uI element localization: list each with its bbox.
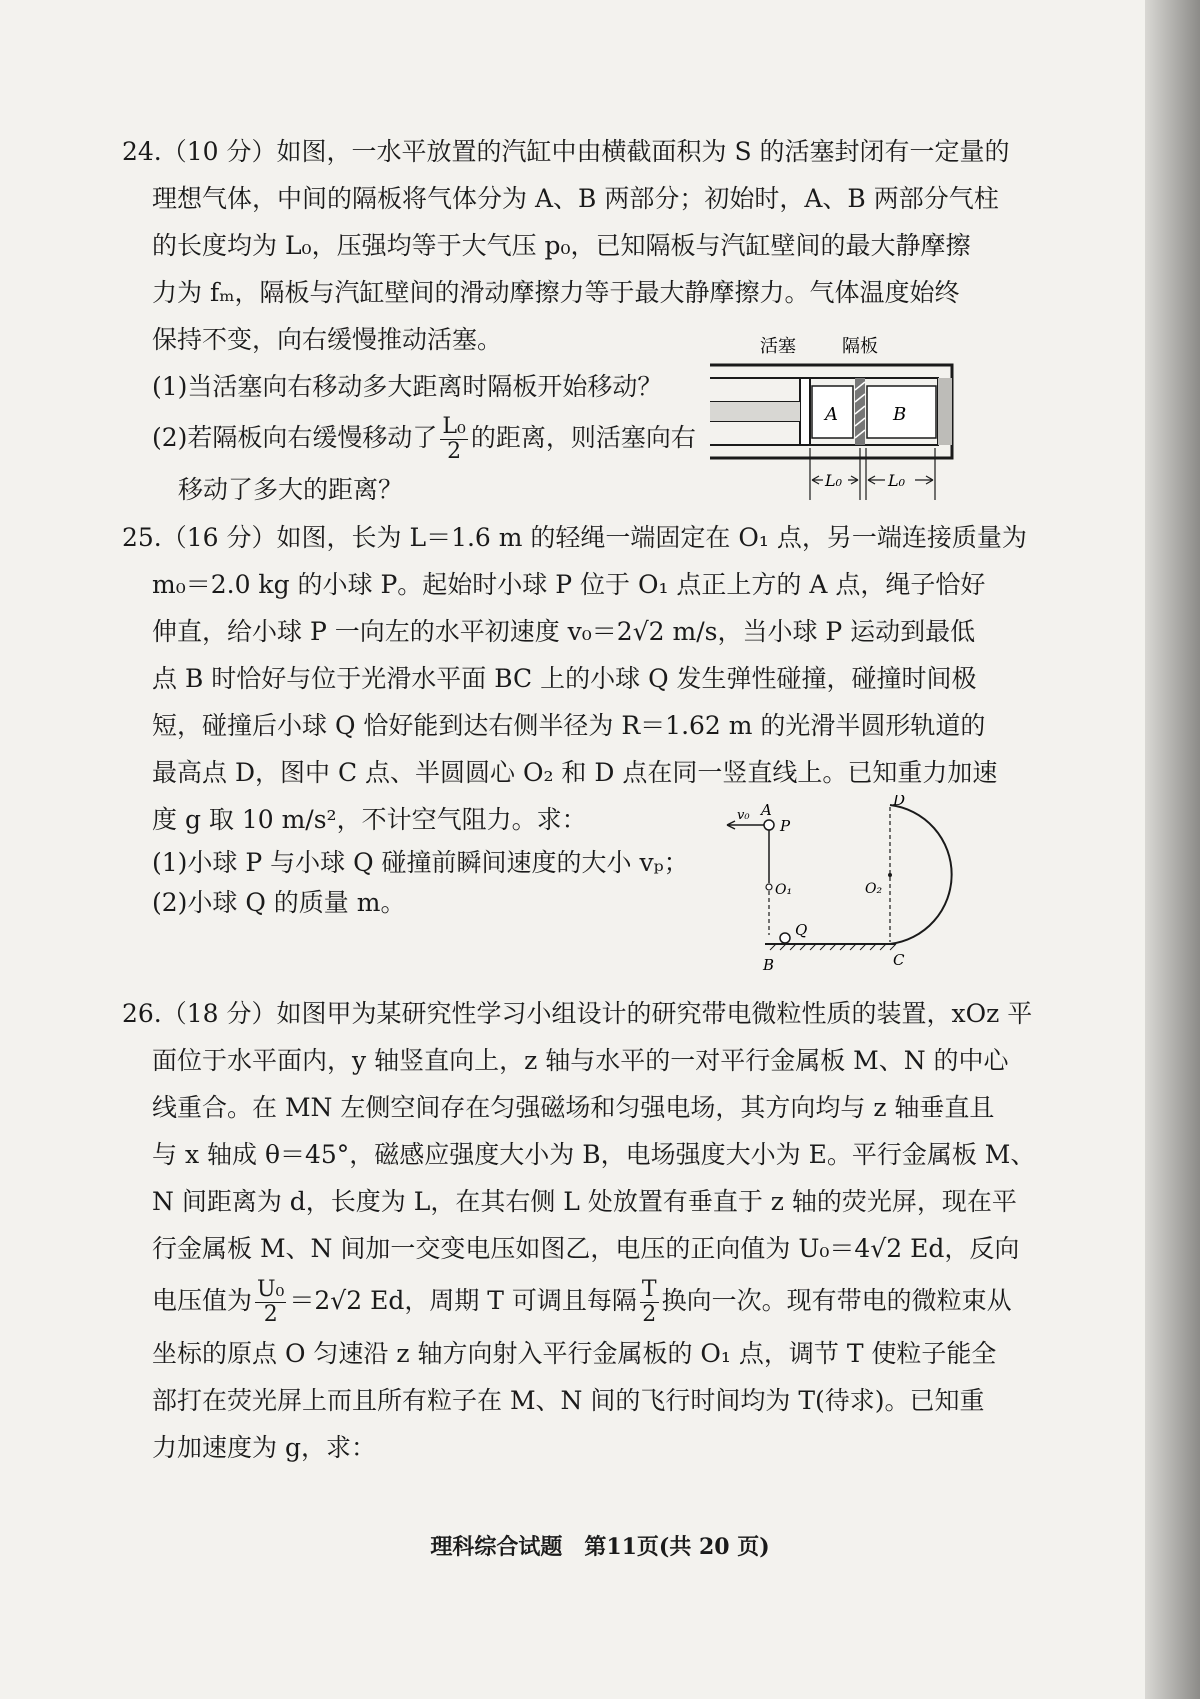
q26-line: 行金属板 M、N 间加一交变电压如图乙，电压的正向值为 U₀＝4√2 Ed，反向: [152, 1234, 1020, 1263]
q25-part2: (2)小球 Q 的质量 m。: [152, 888, 406, 917]
fraction-numerator: L₀: [442, 414, 466, 439]
label-l0-left: L₀: [825, 471, 843, 490]
piston: [800, 378, 810, 445]
semicircle-track: [890, 805, 952, 944]
q25-line: 25.（16 分）如图，长为 L＝1.6 m 的轻绳一端固定在 O₁ 点，另一端连接质量为: [122, 523, 1027, 552]
q26-line: 力加速度为 g，求：: [152, 1433, 376, 1462]
fraction-l0-over-2: [440, 415, 467, 464]
fraction-u0-over-2: [255, 1278, 286, 1327]
piston-rod-fill: [710, 402, 800, 421]
q26-line: 面位于水平面内，y 轴竖直向上，z 轴与水平的一对平行金属板 M、N 的中心: [152, 1046, 1009, 1075]
label-q: Q: [795, 921, 808, 939]
label-v0: v₀: [737, 808, 750, 823]
pivot-o1: [766, 884, 772, 890]
cylinder-wall-fill: [938, 378, 952, 445]
q24-part2-text-a: (2)若隔板向右缓慢移动了: [152, 423, 438, 452]
q24-part2-text-b: 的距离，则活塞向右: [470, 423, 696, 452]
fraction-numerator: U₀: [257, 1277, 285, 1302]
q24-line: 24.（10 分）如图，一水平放置的汽缸中由横截面积为 S 的活塞封闭有一定量的: [122, 137, 1010, 166]
label-a: A: [761, 801, 772, 819]
fraction-numerator: T: [641, 1277, 657, 1302]
q25-line: 最高点 D，图中 C 点、半圆圆心 O₂ 和 D 点在同一竖直线上。已知重力加速: [152, 758, 998, 787]
q25-line: 点 B 时恰好与位于光滑水平面 BC 上的小球 Q 发生弹性碰撞，碰撞时间极: [152, 664, 977, 693]
label-d: D: [893, 795, 906, 809]
label-l0-right: L₀: [888, 471, 906, 490]
q25-line: 短，碰撞后小球 Q 恰好能到达右侧半径为 R＝1.62 m 的光滑半圆形轨道的: [152, 711, 986, 740]
q24-line: 的长度均为 L₀，压强均等于大气压 p₀，已知隔板与汽缸壁间的最大静摩擦: [152, 231, 971, 260]
q25-part1: (1)小球 P 与小球 Q 碰撞前瞬间速度的大小 vₚ；: [152, 848, 689, 877]
q26-line: N 间距离为 d，长度为 L，在其右侧 L 处放置有垂直于 z 轴的荧光屏，现在平: [152, 1187, 1017, 1216]
ball-q: [780, 933, 790, 943]
q24-part1: (1)当活塞向右移动多大距离时隔板开始移动？: [152, 372, 663, 401]
q26-line: 与 x 轴成 θ＝45°，磁感应强度大小为 B，电场强度大小为 E。平行金属板 M、: [152, 1140, 1036, 1169]
q26-line7-b: ＝2√2 Ed，周期 T 可调且每隔: [289, 1286, 637, 1315]
q26-line: 坐标的原点 O 匀速沿 z 轴方向射入平行金属板的 O₁ 点，调节 T 使粒子能全: [152, 1339, 997, 1368]
q25-line: m₀＝2.0 kg 的小球 P。起始时小球 P 位于 O₁ 点正上方的 A 点，绳子恰好: [152, 570, 986, 599]
q25-line: 度 g 取 10 m/s²，不计空气阻力。求：: [152, 805, 587, 834]
label-c: C: [893, 951, 905, 969]
pendulum-track-diagram: [725, 795, 965, 980]
ball-p: [764, 820, 774, 830]
label-o1: O₁: [775, 882, 793, 898]
fraction-denominator: 2: [447, 439, 462, 464]
q24-line: 力为 fₘ，隔板与汽缸壁间的滑动摩擦力等于最大静摩擦力。气体温度始终: [152, 278, 960, 307]
question-26: [122, 990, 1082, 1471]
label-chamber-b: B: [893, 404, 907, 425]
q26-line-7: [122, 1272, 1082, 1330]
fraction-t-over-2: [640, 1278, 659, 1327]
label-p: P: [780, 817, 791, 835]
fraction-denominator: 2: [642, 1302, 657, 1327]
q26-line: 26.（18 分）如图甲为某研究性学习小组设计的研究带电微粒性质的装置，xOz 平: [122, 999, 1033, 1028]
fraction-denominator: 2: [263, 1302, 278, 1327]
q26-line7-a: 电压值为: [152, 1286, 253, 1315]
label-piston: 活塞: [760, 336, 796, 357]
q24-part2-cont: 移动了多大的距离？: [178, 475, 404, 504]
cylinder-diagram: [680, 330, 980, 505]
label-chamber-a: A: [825, 404, 838, 425]
page-footer: 理科综合试题 第11页(共 20 页): [430, 1534, 770, 1560]
q26-line: 部打在荧光屏上而且所有粒子在 M、N 间的飞行时间均为 T(待求)。已知重: [152, 1386, 985, 1415]
q26-line7-c: 换向一次。现有带电的微粒束从: [661, 1286, 1012, 1315]
q25-line: 伸直，给小球 P 一向左的水平初速度 v₀＝2√2 m/s，当小球 P 运动到最低: [152, 617, 976, 646]
q24-line: 理想气体，中间的隔板将气体分为 A、B 两部分；初始时，A、B 两部分气柱: [152, 184, 999, 213]
label-o2: O₂: [865, 881, 883, 897]
label-b: B: [763, 956, 775, 974]
q26-line: 线重合。在 MN 左侧空间存在匀强磁场和匀强电场，其方向均与 z 轴垂直且: [152, 1093, 995, 1122]
q24-line: 保持不变，向右缓慢推动活塞。: [152, 325, 503, 354]
label-partition: 隔板: [842, 336, 878, 357]
center-o2: [888, 873, 892, 877]
page-edge-shadow: [1145, 0, 1200, 1699]
